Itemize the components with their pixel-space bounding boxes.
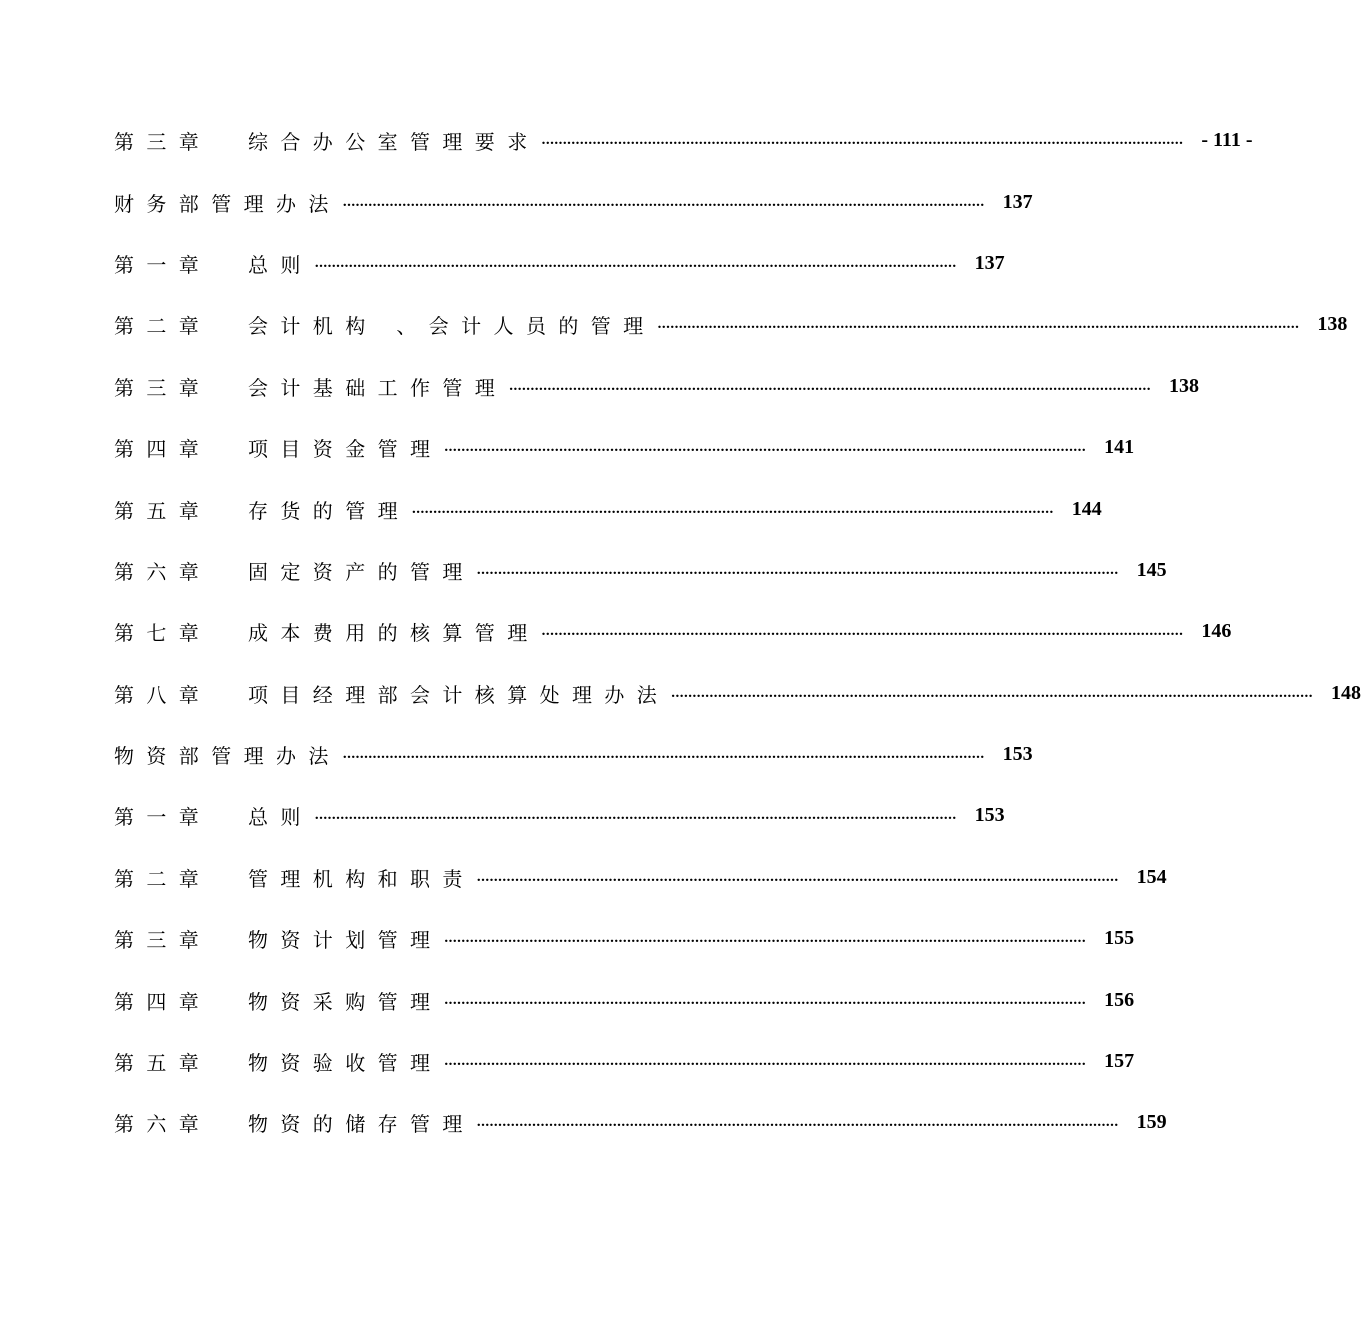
- toc-chapter-number: 第五章: [114, 498, 212, 523]
- toc-dot-leader: .......................................................................................................................................................: [476, 561, 1119, 578]
- toc-dot-leader: .......................................................................................................................................................: [444, 439, 1087, 456]
- toc-entry[interactable]: [114, 540, 1167, 601]
- toc-entry[interactable]: [114, 969, 1135, 1030]
- toc-dot-leader: .......................................................................................................................................................: [314, 807, 957, 824]
- toc-page-number: 138: [1168, 374, 1199, 397]
- toc-dot-leader: .......................................................................................................................................................: [412, 500, 1054, 517]
- table-of-contents: [114, 110, 1361, 1154]
- toc-dot-leader: .......................................................................................................................................................: [342, 746, 985, 763]
- toc-dot-leader: .......................................................................................................................................................: [657, 316, 1300, 333]
- toc-title: 管理机构和职责: [248, 866, 475, 891]
- toc-chapter-number: 第六章: [114, 559, 212, 584]
- toc-title: 总则: [248, 805, 313, 830]
- toc-page-number: 157: [1104, 1050, 1135, 1073]
- toc-page-number: 146: [1201, 620, 1232, 643]
- toc-page-number: 153: [1002, 743, 1033, 766]
- toc-chapter-number: 第三章: [114, 375, 212, 400]
- toc-chapter-number: 第三章: [114, 130, 212, 155]
- toc-title: 物资的储存管理: [248, 1112, 475, 1137]
- toc-entry[interactable]: [114, 417, 1135, 478]
- toc-dot-leader: .......................................................................................................................................................: [342, 193, 985, 210]
- toc-entry[interactable]: [114, 171, 1033, 232]
- toc-title: 物资采购管理: [248, 989, 443, 1014]
- toc-page-number: 144: [1071, 497, 1102, 520]
- toc-dot-leader: .......................................................................................................................................................: [314, 254, 957, 271]
- toc-page-number: 159: [1136, 1111, 1167, 1134]
- toc-entry[interactable]: [114, 724, 1033, 785]
- toc-page-number: 148: [1330, 681, 1361, 704]
- toc-title: 物资计划管理: [248, 928, 443, 953]
- toc-dot-leader: .......................................................................................................................................................: [444, 1053, 1087, 1070]
- toc-page-number: - 111 -: [1201, 129, 1253, 152]
- toc-dot-leader: .......................................................................................................................................................: [671, 684, 1313, 701]
- toc-chapter-number: 第七章: [114, 621, 212, 646]
- toc-chapter-number: 第一章: [114, 805, 212, 830]
- toc-chapter-number: 第五章: [114, 1051, 212, 1076]
- toc-page-number: 145: [1136, 558, 1167, 581]
- toc-entry[interactable]: [114, 785, 1005, 846]
- toc-chapter-number: 第四章: [114, 437, 212, 462]
- toc-dot-leader: .......................................................................................................................................................: [476, 1114, 1119, 1131]
- toc-dot-leader: .......................................................................................................................................................: [541, 623, 1184, 640]
- toc-chapter-number: 第四章: [114, 989, 212, 1014]
- toc-title: 固定资产的管理: [248, 559, 475, 584]
- toc-entry[interactable]: [114, 294, 1348, 355]
- toc-page-number: 154: [1136, 865, 1167, 888]
- toc-entry[interactable]: [114, 847, 1167, 908]
- toc-entry[interactable]: [114, 478, 1102, 539]
- toc-chapter-number: 第三章: [114, 928, 212, 953]
- toc-dot-leader: .......................................................................................................................................................: [444, 991, 1087, 1008]
- toc-chapter-number: 第一章: [114, 252, 212, 277]
- toc-title: 项目资金管理: [248, 437, 443, 462]
- toc-entry[interactable]: [114, 1092, 1167, 1153]
- toc-page-number: 137: [1002, 190, 1033, 213]
- toc-title: 物资部管理办法: [114, 744, 341, 769]
- toc-page-number: 137: [974, 251, 1005, 274]
- toc-entry[interactable]: [114, 233, 1005, 294]
- toc-page-number: 156: [1104, 988, 1135, 1011]
- toc-page-number: 138: [1317, 313, 1348, 336]
- toc-entry[interactable]: [114, 1031, 1135, 1092]
- toc-page-number: 153: [974, 804, 1005, 827]
- toc-entry[interactable]: [114, 356, 1199, 417]
- toc-title: 成本费用的核算管理: [248, 621, 540, 646]
- toc-title: 总则: [248, 252, 313, 277]
- toc-title: 项目经理部会计核算处理办法: [248, 682, 670, 707]
- toc-chapter-number: 第二章: [114, 314, 212, 339]
- toc-chapter-number: 第二章: [114, 866, 212, 891]
- toc-dot-leader: .......................................................................................................................................................: [476, 868, 1119, 885]
- toc-entry[interactable]: [114, 601, 1232, 662]
- toc-title: 财务部管理办法: [114, 191, 341, 216]
- toc-dot-leader: .......................................................................................................................................................: [541, 132, 1184, 149]
- toc-title: 会计机构 、会计人员的管理: [248, 314, 656, 339]
- toc-page-number: 141: [1104, 436, 1135, 459]
- toc-entry[interactable]: [114, 663, 1361, 724]
- toc-page-number: 155: [1104, 927, 1135, 950]
- toc-chapter-number: 第六章: [114, 1112, 212, 1137]
- toc-dot-leader: .......................................................................................................................................................: [509, 377, 1151, 394]
- toc-title: 综合办公室管理要求: [248, 130, 540, 155]
- toc-chapter-number: 第八章: [114, 682, 212, 707]
- toc-title: 物资验收管理: [248, 1051, 443, 1076]
- toc-entry[interactable]: [114, 110, 1253, 171]
- toc-dot-leader: .......................................................................................................................................................: [444, 930, 1087, 947]
- toc-title: 会计基础工作管理: [248, 375, 508, 400]
- toc-title: 存货的管理: [248, 498, 410, 523]
- toc-entry[interactable]: [114, 908, 1135, 969]
